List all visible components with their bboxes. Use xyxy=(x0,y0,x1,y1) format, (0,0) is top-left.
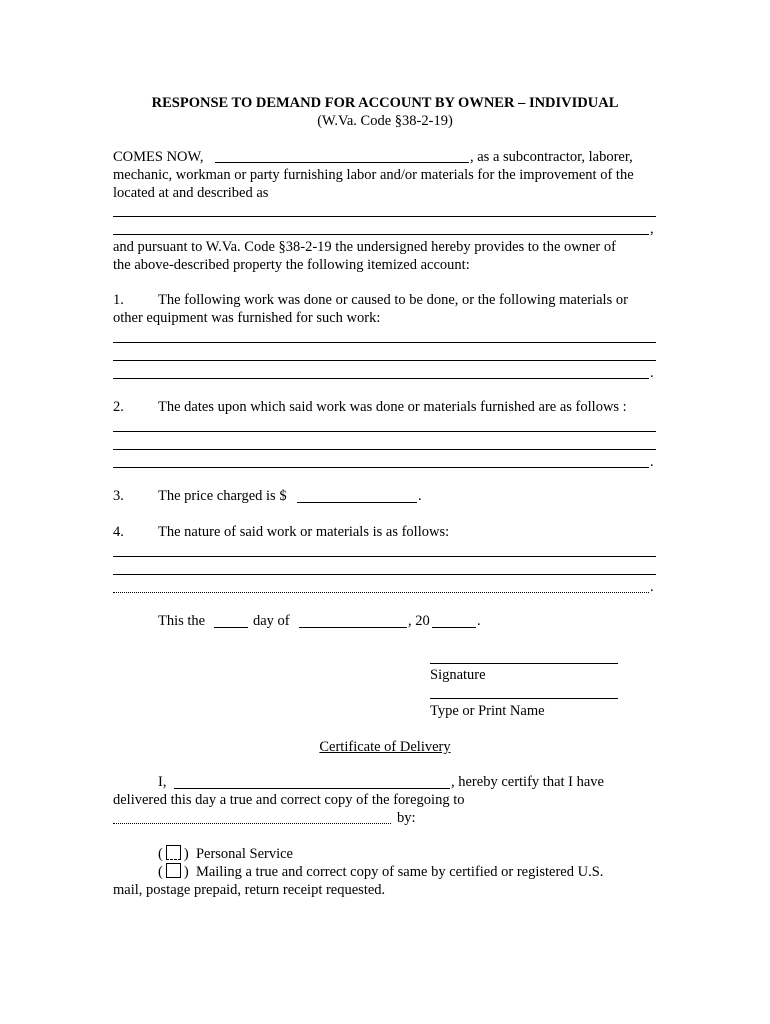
mailing-option: ( ) Mailing a true and correct copy of same by certified or registered U.S. xyxy=(158,864,604,880)
item-1-period: . xyxy=(650,365,654,381)
day-of-label: day of xyxy=(253,613,290,629)
pursuant-line-1: and pursuant to W.Va. Code §38-2-19 the undersigned hereby provides to the owner of xyxy=(113,239,616,255)
item-2-period: . xyxy=(650,454,654,470)
certificate-i-label: I, xyxy=(158,774,167,790)
certifier-name-field[interactable] xyxy=(174,788,450,789)
comes-now-label: COMES NOW, xyxy=(113,149,204,165)
property-description-field-1[interactable] xyxy=(113,216,656,217)
intro-line-3: located at and described as xyxy=(113,185,269,201)
contractor-name-field[interactable] xyxy=(215,162,469,163)
item-1-field-2[interactable] xyxy=(113,360,656,361)
item-1-text: The following work was done or caused to be done, or the following materials or xyxy=(158,292,628,308)
date-period: . xyxy=(477,613,481,629)
month-field[interactable] xyxy=(299,627,407,628)
certify-text: , hereby certify that I have xyxy=(451,774,604,790)
item-1-number: 1. xyxy=(113,292,124,308)
personal-service-checkbox[interactable] xyxy=(166,845,181,860)
price-field[interactable] xyxy=(297,502,417,503)
as-subcontractor-text: , as a subcontractor, laborer, xyxy=(470,149,633,165)
item-1-field-1[interactable] xyxy=(113,342,656,343)
delivered-text: delivered this day a true and correct copy of the foregoing to xyxy=(113,792,465,808)
print-name-label: Type or Print Name xyxy=(430,703,545,719)
year-field[interactable] xyxy=(432,627,476,628)
by-label: by: xyxy=(397,810,416,826)
item-1-text-2: other equipment was furnished for such work: xyxy=(113,310,381,326)
personal-service-option: ( ) Personal Service xyxy=(158,846,293,862)
item-3-number: 3. xyxy=(113,488,124,504)
item-2-field-1[interactable] xyxy=(113,431,656,432)
description-comma: , xyxy=(650,221,654,237)
item-4-field-3[interactable] xyxy=(113,592,649,593)
certificate-heading: Certificate of Delivery xyxy=(319,739,451,755)
pursuant-line-2: the above-described property the following itemized account: xyxy=(113,257,470,273)
item-2-text: The dates upon which said work was done or materials furnished are as follows : xyxy=(158,399,627,415)
signature-label: Signature xyxy=(430,667,486,683)
mailing-label: Mailing a true and correct copy of same by certified or registered U.S. xyxy=(195,864,604,880)
document-subtitle: (W.Va. Code §38-2-19) xyxy=(317,113,453,129)
item-4-period: . xyxy=(650,579,654,595)
item-2-field-2[interactable] xyxy=(113,449,656,450)
mailing-label-2: mail, postage prepaid, return receipt requested. xyxy=(113,882,386,898)
item-3-text: The price charged is $ xyxy=(158,488,287,504)
item-4-text: The nature of said work or materials is as follows: xyxy=(158,524,450,540)
price-period: . xyxy=(418,488,422,504)
intro-line-2: mechanic, workman or party furnishing labor and/or materials for the improvement of the xyxy=(113,167,634,183)
item-4-field-1[interactable] xyxy=(113,556,656,557)
item-2-field-3[interactable] xyxy=(113,467,649,468)
year-prefix-label: , 20 xyxy=(408,613,430,629)
personal-service-label: Personal Service xyxy=(195,846,293,862)
this-the-label: This the xyxy=(158,613,206,629)
print-name-field[interactable] xyxy=(430,698,618,699)
mailing-checkbox[interactable] xyxy=(166,863,181,878)
document-title: RESPONSE TO DEMAND FOR ACCOUNT BY OWNER – INDIVIDUAL xyxy=(151,95,619,111)
item-2-number: 2. xyxy=(113,399,124,415)
recipient-field[interactable] xyxy=(113,823,391,824)
item-1-field-3[interactable] xyxy=(113,378,649,379)
signature-field[interactable] xyxy=(430,663,618,664)
item-4-number: 4. xyxy=(113,524,124,540)
property-description-field-2[interactable] xyxy=(113,234,649,235)
day-field[interactable] xyxy=(214,627,248,628)
item-4-field-2[interactable] xyxy=(113,574,656,575)
